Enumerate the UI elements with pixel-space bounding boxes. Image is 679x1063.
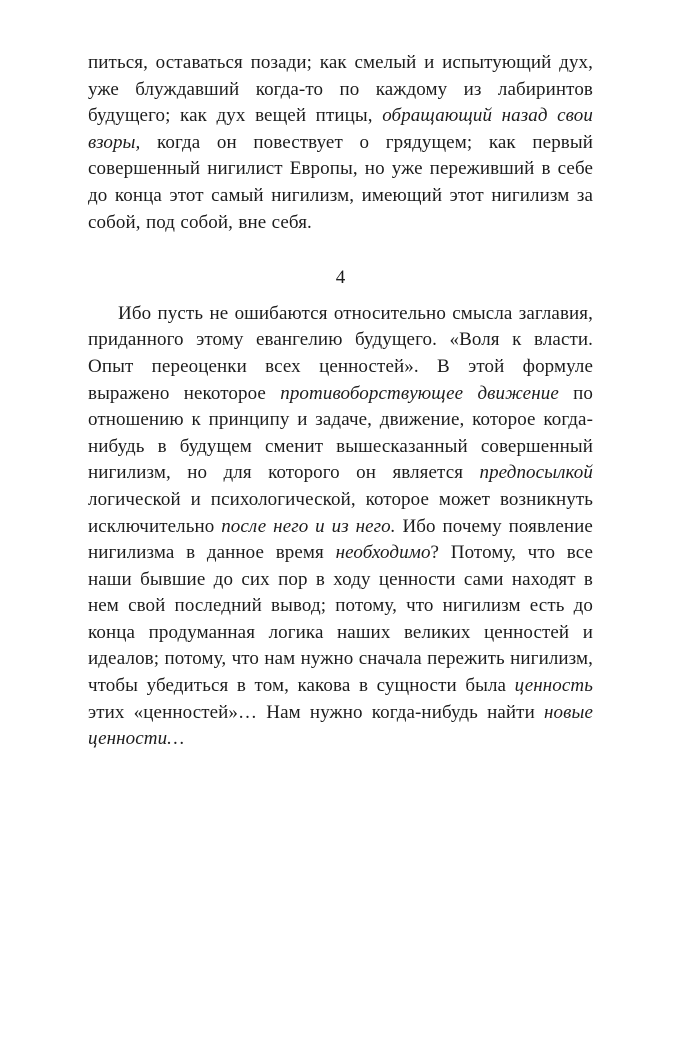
text-block — [88, 50, 593, 753]
paragraph-continuation: питься, оставаться позади; как смелый и испытующий дух, уже блуждавший когда-то по каждому из лабиринтов будущего; как дух вещей птицы, обращающий назад свои взоры, когда он повествует о грядущем; как первый совершенный нигилист Европы, но уже переживший в себе до конца этот самый нигилизм, имеющий этот нигилизм за собой, под собой, вне себя. — [88, 52, 593, 233]
section-number: 4 — [335, 267, 346, 289]
paragraph-main: Ибо пусть не ошибаются относительно смысла заглавия, приданного этому евангелию будущего. «Воля к власти. Опыт переоценки всех ценностей». В этой формуле выражено некоторое противоборствующее движение по отношению к принципу и задаче, движение, которое когда-нибудь в будущем сменит вышесказанный совершенный нигилизм, но для которого он является предпосылкой логической и психологической, которое может возникнуть исключительно после него и из него. Ибо почему появление нигилизма в данное время необходимо? Потому, что все наши бывшие до сих пор в ходу ценности сами находят в нем свой последний вывод; потому, что нигилизм есть до конца продуманная логика наших великих ценностей и идеалов; потому, что нам нужно сначала пережить нигилизм, чтобы убедиться в том, какова в сущности была ценность этих «ценностей»… Нам нужно когда-нибудь найти новые ценности… — [88, 302, 594, 750]
